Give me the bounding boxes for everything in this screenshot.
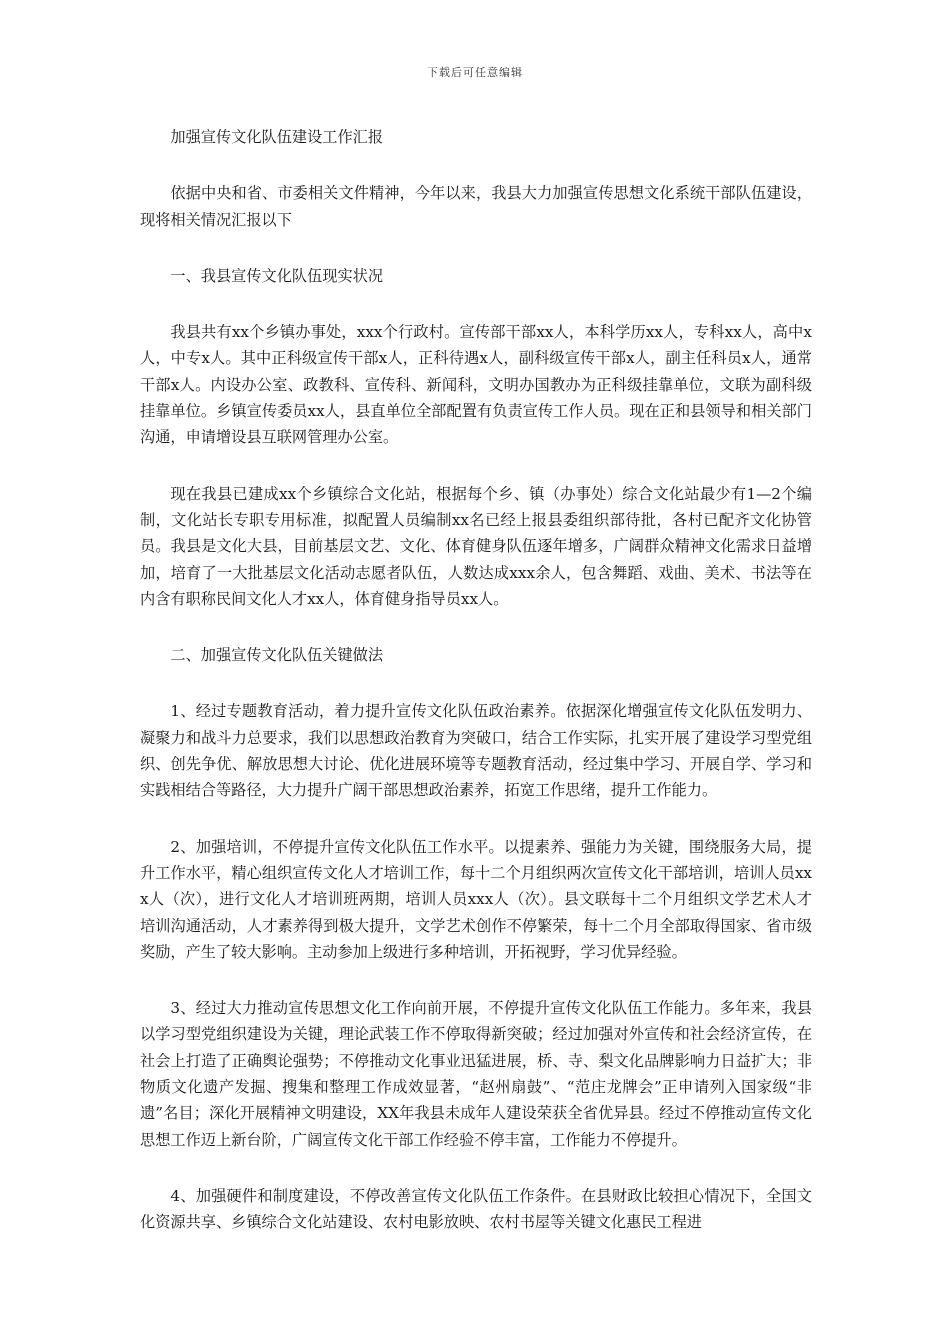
- section-heading-2: 二、加强宣传文化队伍关键做法: [170, 646, 384, 665]
- section-1-paragraph-2: 现在我县已建成xx个乡镇综合文化站，根据每个乡、镇（办事处）综合文化站最少有1—2个编制，文化站长专职专用标准，拟配置人员编制xx名已经上报县委组织部待批，各村已配齐文化协管员。我县是文化大县，目前基层文艺、文化、体育健身队伍逐年增多，广阔群众精神文化需求日益增加，培育了一大批基层文化活动志愿者队伍，人数达成xxx余人，包含舞蹈、戏曲、美术、书法等在内含有职称民间文化人才xx人，体育健身指导员xx人。: [140, 484, 812, 608]
- page-header-note: 下载后可任意编辑: [427, 66, 523, 79]
- section-2-item-2: 2、加强培训，不停提升宣传文化队伍工作水平。以提素养、强能力为关键，围绕服务大局，提升工作水平，精心组织宣传文化人才培训工作，每十二个月组织两次宣传文化干部培训，培训人员xxx人（次），进行文化人才培训班两期，培训人员xxx人（次）。县文联每十二个月组织文学艺术人才培训沟通活动，人才素养得到极大提升，文学艺术创作不停繁荣，每十二个月全部取得国家、省市级奖励，产生了较大影响。主动参加上级进行多种培训，开拓视野，学习优异经验。: [140, 837, 812, 961]
- section-heading-1: 一、我县宣传文化队伍现实状况: [170, 266, 384, 285]
- document-body: [140, 124, 812, 1236]
- section-2-item-4: 4、加强硬件和制度建设，不停改善宣传文化队伍工作条件。在县财政比较担心情况下，全国文化资源共享、乡镇综合文化站建设、农村电影放映、农村书屋等关键文化惠民工程进: [140, 1186, 812, 1232]
- intro-paragraph: 依据中央和省、市委相关文件精神，今年以来，我县大力加强宣传思想文化系统干部队伍建设，现将相关情况汇报以下: [140, 184, 812, 229]
- section-1-paragraph-1: 我县共有xx个乡镇办事处，xxx个行政村。宣传部干部xx人，本科学历xx人，专科xx人，高中x人，中专x人。其中正科级宣传干部x人，正科待遇x人，副科级宣传干部x人，副主任科员x人，通常干部x人。内设办公室、政教科、宣传科、新闻科，文明办国教办为正科级挂靠单位，文联为副科级挂靠单位。乡镇宣传委员xx人，县直单位全部配置有负责宣传工作人员。现在正和县领导和相关部门沟通，申请增设县互联网管理办公室。: [140, 323, 812, 447]
- document-title: 加强宣传文化队伍建设工作汇报: [170, 128, 384, 146]
- section-2-item-1: 1、经过专题教育活动，着力提升宣传文化队伍政治素养。依据深化增强宣传文化队伍发明力、凝聚力和战斗力总要求，我们以思想政治教育为突破口，结合工作实际，扎实开展了建设学习型党组织、创先争优、解放思想大讨论、优化进展环境等专题教育活动，经过集中学习、开展自学、学习和实践相结合等路径，大力提升广阔干部思想政治素养，拓宽工作思绪，提升工作能力。: [140, 702, 812, 800]
- section-2-item-3: 3、经过大力推动宣传思想文化工作向前开展，不停提升宣传文化队伍工作能力。多年来，我县以学习型党组织建设为关键，理论武装工作不停取得新突破；经过加强对外宣传和社会经济宣传，在社会上打造了正确舆论强势；不停推动文化事业迅猛进展，桥、寺、梨文化品牌影响力日益扩大；非物质文化遗产发掘、搜集和整理工作成效显著，“赵州扇鼓”、“范庄龙牌会”正申请列入国家级“非遗”名目；深化开展精神文明建设，XX年我县未成年人建设荣获全省优异县。经过不停推动宣传文化思想工作迈上新台阶，广阔宣传文化干部工作经验不停丰富，工作能力不停提升。: [140, 999, 812, 1149]
